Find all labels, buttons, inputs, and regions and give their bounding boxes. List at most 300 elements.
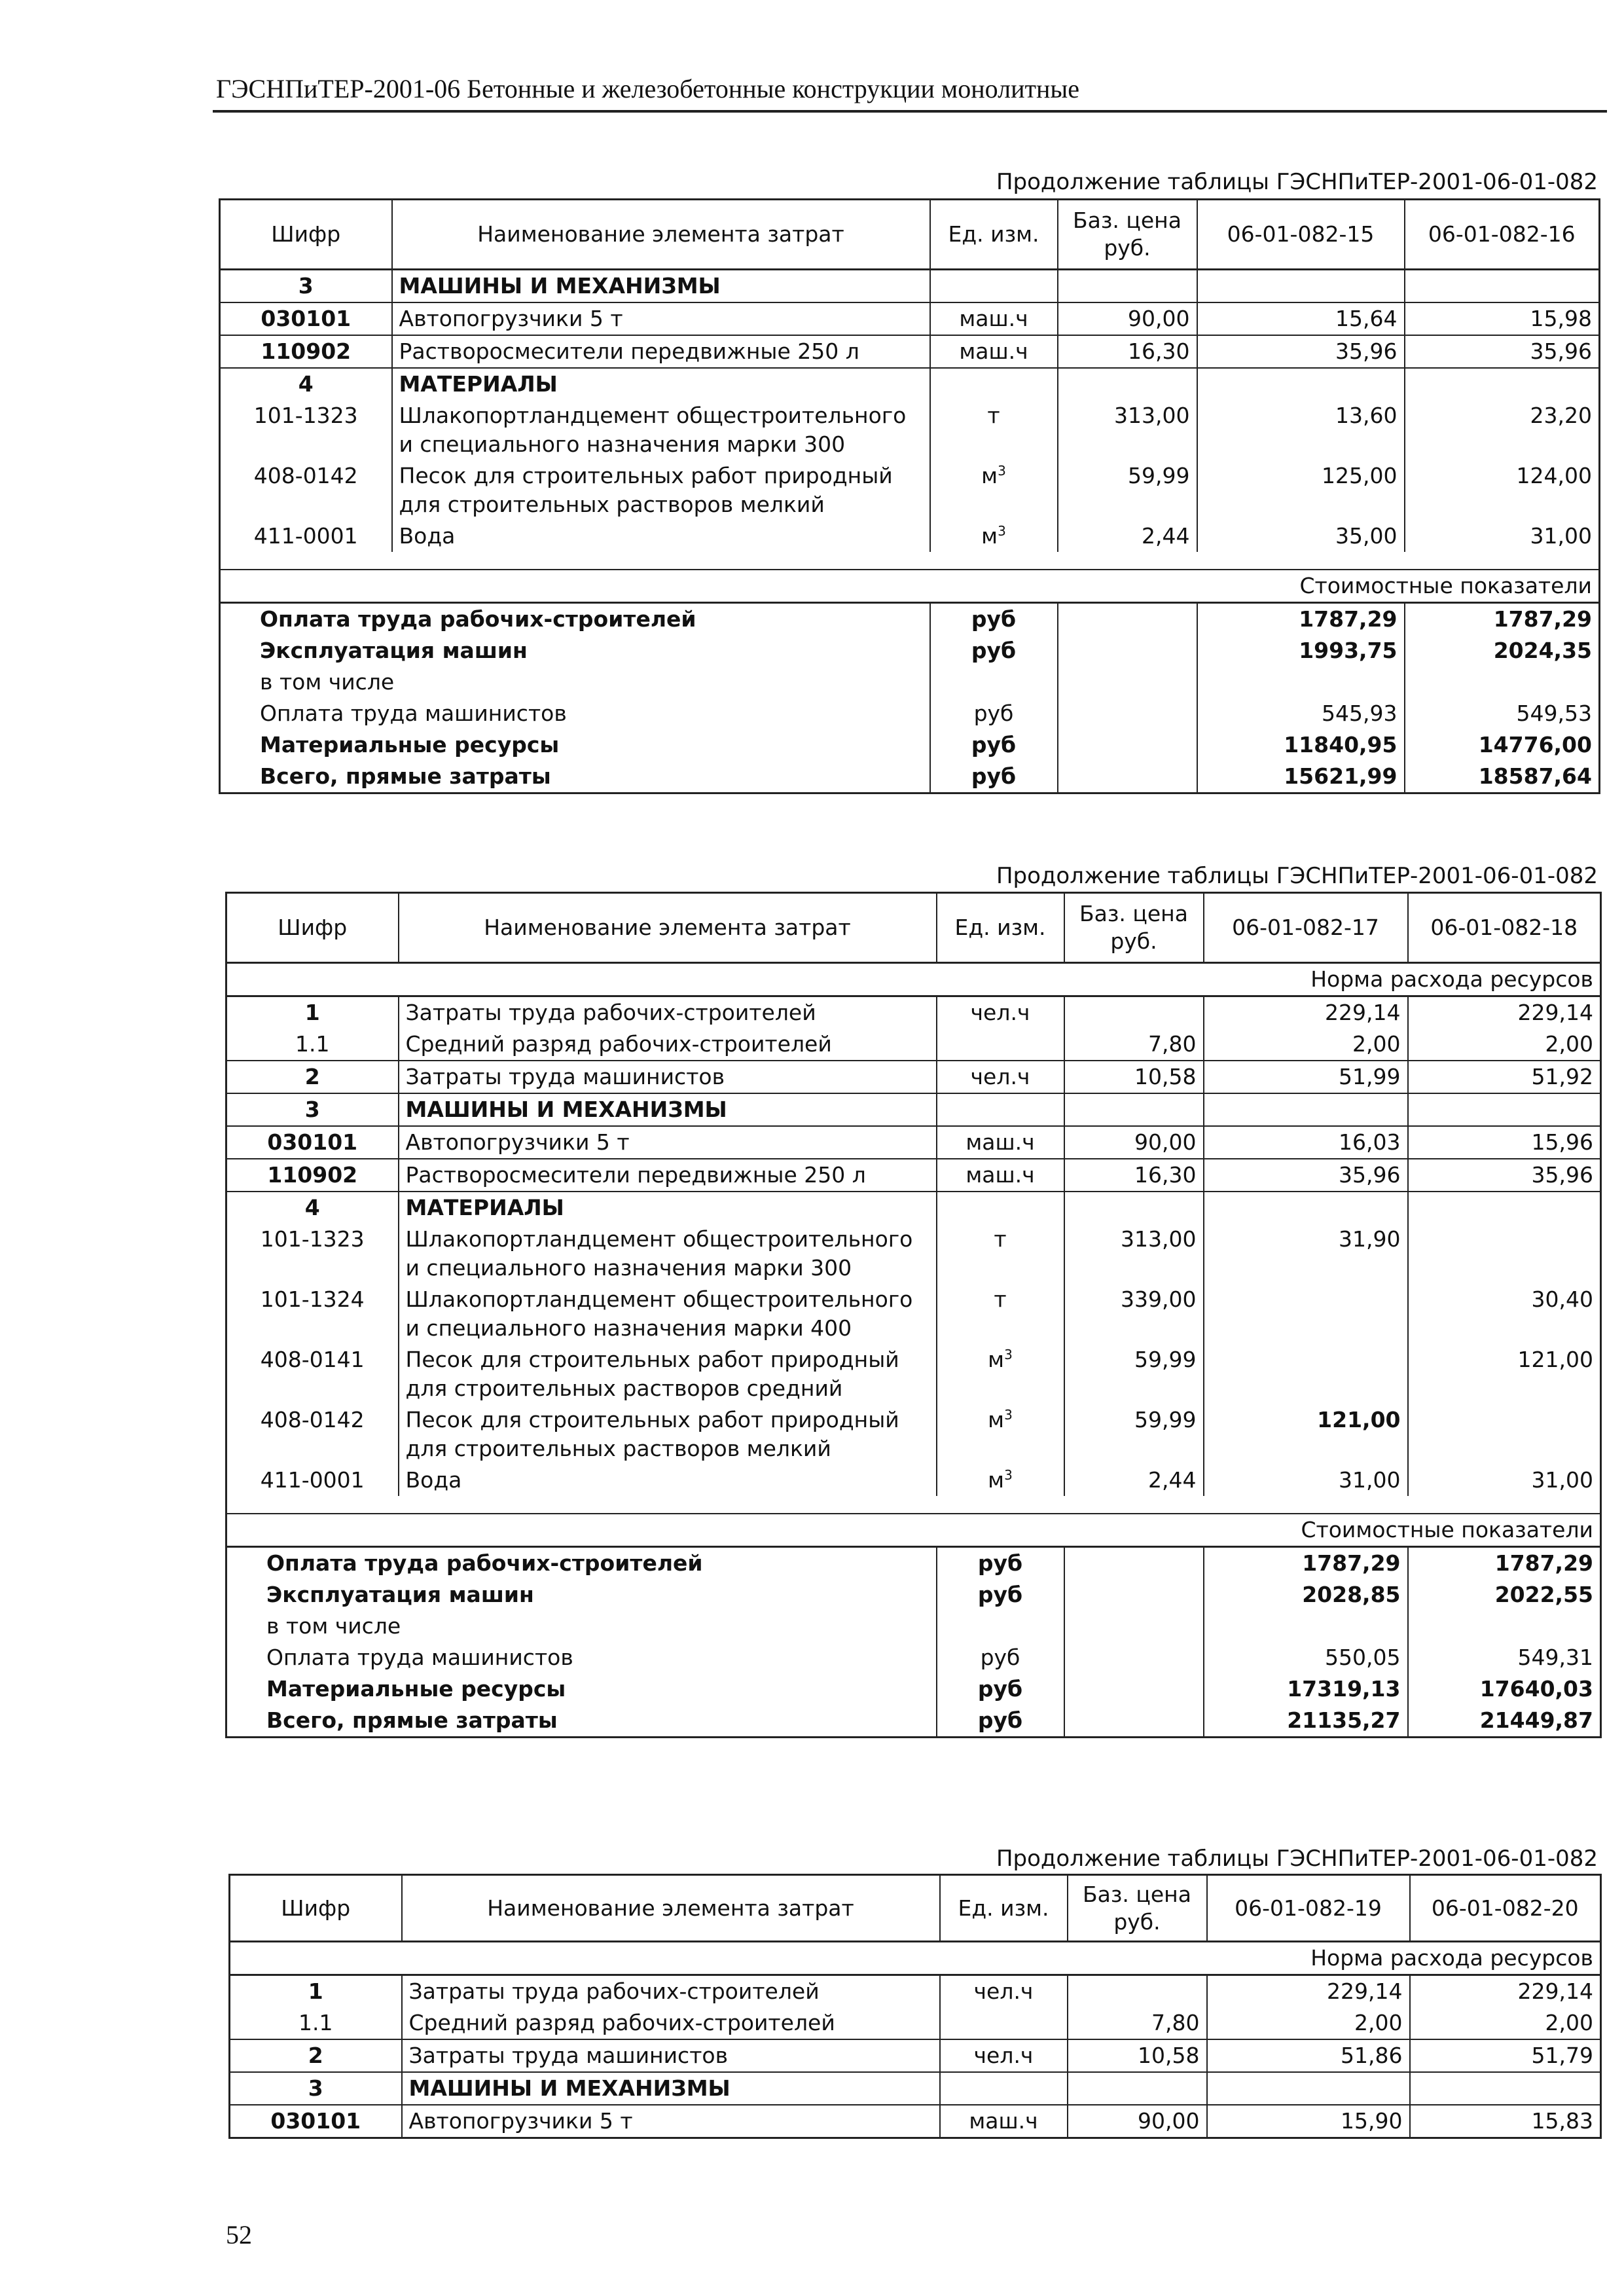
base-price: 90,00 [1058,302,1197,335]
base-price: 59,99 [1058,460,1197,520]
resource-unit [930,520,1058,552]
norm-value-b: 35,96 [1405,335,1600,368]
resource-name: Средний разряд рабочих-строителей [399,1029,937,1061]
spacer-row [226,1496,1601,1514]
col-header-code: Шифр [230,1875,402,1942]
resource-name: МАТЕРИАЛЫ [392,368,930,400]
spacer-row [220,552,1600,570]
summary-unit: руб [930,635,1058,666]
summary-empty [1058,698,1197,729]
summary-label: Оплата труда рабочих-строителей [220,603,930,636]
section-row [220,302,1600,335]
continuation-caption-2: Продолжение таблицы ГЭСНПиТЕР-2001-06-01-082 [996,863,1598,889]
resource-name: Автопогрузчики 5 т [399,1126,937,1159]
unit-text: чел.ч [973,2043,1034,2068]
col-header-name: Наименование элемента затрат [402,1875,940,1942]
spacer-cell [220,552,1600,570]
resource-unit [937,1192,1064,1224]
norm-value-a: 35,96 [1204,1159,1408,1192]
summary-empty [1058,729,1197,761]
resource-name: Песок для строительных работ природный для строительных растворов средний [399,1344,937,1404]
summary-row [226,1611,1601,1642]
resource-name: Средний разряд рабочих-строителей [402,2007,940,2039]
section-row [220,270,1600,303]
summary-label: Эксплуатация машин [226,1579,937,1611]
summary-unit: руб [930,603,1058,636]
resource-unit [937,1404,1064,1465]
resource-name: Вода [392,520,930,552]
resource-table-3 [228,1874,1602,2139]
summary-label: в том числе [220,666,930,698]
resource-unit [930,400,1058,460]
norm-value-a [1197,270,1405,303]
cost-label: Стоимостные показатели [220,570,1600,603]
document-header: ГЭСНПиТЕР-2001-06 Бетонные и железобетонные конструкции монолитные [216,74,1080,103]
table-3-body [230,1942,1601,2138]
resource-row [226,1284,1601,1344]
section-row [230,2072,1601,2105]
resource-code: 2 [226,1061,399,1093]
resource-row [226,1465,1601,1496]
resource-code: 1 [230,1975,402,2008]
summary-value-a: 1787,29 [1204,1547,1408,1580]
resource-name: МАШИНЫ И МЕХАНИЗМЫ [392,270,930,303]
base-price: 7,80 [1068,2007,1207,2039]
unit-text: маш.ч [965,1129,1035,1155]
summary-value-a [1204,1611,1408,1642]
summary-value-b: 17640,03 [1479,1676,1593,1702]
norm-value-b: 15,83 [1410,2105,1601,2138]
unit-text: т [994,1226,1007,1252]
norm-value-a [1204,1093,1408,1126]
resource-unit [937,1061,1064,1093]
norm-value-a [1197,368,1405,400]
col-header-unit: Ед. изм. [937,893,1064,963]
summary-row [226,1579,1601,1611]
norm-value-a: 121,00 [1204,1404,1408,1465]
table-header-row [226,893,1601,963]
continuation-caption-1: Продолжение таблицы ГЭСНПиТЕР-2001-06-01-082 [996,169,1598,195]
summary-value-a: 2028,85 [1204,1579,1408,1611]
norm-label-row [226,963,1601,996]
summary-unit: руб [930,729,1058,761]
norm-value-a: 229,14 [1207,1975,1410,2008]
norm-value-b [1408,1224,1601,1284]
resource-name: Песок для строительных работ природный для строительных растворов мелкий [392,460,930,520]
unit-text: м [981,463,998,488]
section-row [226,1093,1601,1126]
norm-value-b [1408,1192,1601,1224]
col-header-unit: Ед. изм. [930,200,1058,270]
summary-value-b: 549,53 [1516,701,1592,726]
summary-row [220,698,1600,729]
summary-value-a: 17319,13 [1204,1673,1408,1705]
summary-value-a: 1993,75 [1197,635,1405,666]
continuation-caption-3: Продолжение таблицы ГЭСНПиТЕР-2001-06-01-082 [996,1846,1598,1872]
base-price: 16,30 [1064,1159,1204,1192]
resource-unit [940,2072,1068,2105]
summary-value-b: 1787,29 [1494,1550,1593,1576]
table-header-row [230,1875,1601,1942]
norm-value-a: 16,03 [1204,1126,1408,1159]
resource-unit [940,2039,1068,2072]
norm-value-b: 51,79 [1410,2039,1601,2072]
resource-table-1 [219,198,1600,794]
base-price: 59,99 [1064,1344,1204,1404]
unit-text: маш.ч [969,2108,1038,2134]
base-price [1064,1192,1204,1224]
col-header-price: Баз. цена руб. [1058,200,1197,270]
table-header-row [220,200,1600,270]
resource-code: 411-0001 [226,1465,399,1496]
resource-row [226,1029,1601,1061]
summary-value-b [1405,666,1600,698]
summary-value-b: 549,31 [1517,1645,1593,1670]
col-header-norm-18: 06-01-082-18 [1408,893,1601,963]
resource-name: Шлакопортландцемент общестроительного и специального назначения марки 300 [399,1224,937,1284]
col-header-name: Наименование элемента затрат [392,200,930,270]
summary-unit: руб [937,1673,1064,1705]
resource-name: МАШИНЫ И МЕХАНИЗМЫ [402,2072,940,2105]
summary-value-b [1408,1611,1601,1642]
summary-value-a: 11840,95 [1197,729,1405,761]
base-price: 2,44 [1064,1465,1204,1496]
summary-value-b: 14776,00 [1478,732,1592,757]
norm-value-b: 15,96 [1408,1126,1601,1159]
norm-value-a [1207,2072,1410,2105]
resource-name: Шлакопортландцемент общестроительного и специального назначения марки 300 [392,400,930,460]
unit-text: маш.ч [965,1162,1035,1188]
summary-empty [1058,666,1197,698]
table-2-body [226,963,1601,1738]
base-price [1068,2072,1207,2105]
col-header-price: Баз. цена руб. [1064,893,1204,963]
base-price: 10,58 [1068,2039,1207,2072]
table-1-body [220,270,1600,793]
resource-code: 030101 [220,302,392,335]
unit-superscript: 3 [998,463,1006,479]
section-row [226,996,1601,1029]
unit-text: м [988,1407,1005,1432]
resource-code: 4 [226,1192,399,1224]
norm-value-a: 15,90 [1207,2105,1410,2138]
resource-row [226,1344,1601,1404]
resource-name: Растворосмесители передвижные 250 л [399,1159,937,1192]
norm-value-a: 31,00 [1204,1465,1408,1496]
base-price: 10,58 [1064,1061,1204,1093]
norm-value-a [1204,1344,1408,1404]
unit-text: чел.ч [970,1064,1030,1089]
resource-unit [930,460,1058,520]
norm-value-b [1405,368,1600,400]
summary-empty [1064,1547,1204,1580]
summary-label: Оплата труда машинистов [220,698,930,729]
resource-row [226,1404,1601,1465]
base-price [1068,1975,1207,2008]
base-price: 339,00 [1064,1284,1204,1344]
summary-label: Оплата труда машинистов [226,1642,937,1673]
norm-value-b: 31,00 [1530,523,1592,549]
norm-value-a: 2,00 [1204,1029,1408,1061]
summary-row [220,729,1600,761]
unit-text: м [988,1467,1005,1493]
unit-superscript: 3 [1004,1467,1013,1483]
summary-unit: руб [937,1579,1064,1611]
resource-code: 101-1323 [226,1224,399,1284]
summary-label: Эксплуатация машин [220,635,930,666]
base-price [1064,996,1204,1029]
summary-value-a [1197,666,1405,698]
col-header-name: Наименование элемента затрат [399,893,937,963]
summary-empty [1058,603,1197,636]
unit-text: чел.ч [973,1978,1034,2004]
norm-value-a: 229,14 [1204,996,1408,1029]
section-row [226,1159,1601,1192]
summary-unit [937,1611,1064,1642]
base-price [1058,270,1197,303]
cost-label: Стоимостные показатели [226,1514,1601,1547]
resource-code: 408-0142 [226,1404,399,1465]
summary-label: Материальные ресурсы [220,729,930,761]
resource-name: Затраты труда машинистов [399,1061,937,1093]
unit-superscript: 3 [1004,1347,1013,1362]
resource-name: Шлакопортландцемент общестроительного и специального назначения марки 400 [399,1284,937,1344]
summary-label: Оплата труда рабочих-строителей [226,1547,937,1580]
base-price [1058,368,1197,400]
section-row [220,335,1600,368]
col-header-norm-15: 06-01-082-15 [1197,200,1405,270]
norm-value-b: 124,00 [1516,463,1592,488]
norm-value-a [1204,1284,1408,1344]
norm-value-b [1410,2072,1601,2105]
resource-unit [930,270,1058,303]
resource-unit [930,335,1058,368]
norm-value-b: 35,96 [1408,1159,1601,1192]
resource-code: 411-0001 [220,520,392,552]
unit-text: чел.ч [970,1000,1030,1025]
summary-empty [1064,1579,1204,1611]
col-header-norm-20: 06-01-082-20 [1410,1875,1601,1942]
resource-code: 4 [220,368,392,400]
summary-unit: руб [937,1547,1064,1580]
summary-empty [1064,1642,1204,1673]
norm-value-a: 35,00 [1197,520,1405,552]
resource-code: 030101 [226,1126,399,1159]
norm-value-b: 2,00 [1545,2010,1593,2035]
resource-unit [937,1093,1064,1126]
norm-value-a: 15,64 [1197,302,1405,335]
resource-unit [930,368,1058,400]
summary-row [226,1547,1601,1580]
norm-value-a: 2,00 [1207,2007,1410,2039]
col-header-norm-17: 06-01-082-17 [1204,893,1408,963]
summary-label: Всего, прямые затраты [220,761,930,793]
resource-code: 101-1323 [220,400,392,460]
spacer-cell [226,1496,1601,1514]
resource-unit [937,1465,1064,1496]
summary-value-b: 21449,87 [1479,1707,1593,1733]
norm-value-b: 2,00 [1545,1031,1593,1057]
cost-label-row [226,1514,1601,1547]
norm-value-a: 13,60 [1197,400,1405,460]
resource-unit [940,2007,1068,2039]
norm-label-row [230,1942,1601,1975]
col-header-price: Баз. цена руб. [1068,1875,1207,1942]
summary-empty [1064,1673,1204,1705]
norm-label: Норма расхода ресурсов [230,1942,1601,1975]
unit-text: маш.ч [959,338,1028,364]
summary-unit: руб [937,1642,1064,1673]
base-price: 90,00 [1068,2105,1207,2138]
col-header-norm-16: 06-01-082-16 [1405,200,1600,270]
summary-value-a: 545,93 [1197,698,1405,729]
resource-row [226,1224,1601,1284]
norm-value-b: 51,92 [1408,1061,1601,1093]
summary-row [220,635,1600,666]
summary-unit: руб [930,761,1058,793]
resource-unit [937,1344,1064,1404]
unit-superscript: 3 [998,523,1006,539]
resource-row [220,400,1600,460]
resource-name: Автопогрузчики 5 т [392,302,930,335]
summary-row [220,603,1600,636]
resource-row [220,460,1600,520]
summary-row [226,1705,1601,1738]
resource-name: Затраты труда рабочих-строителей [402,1975,940,2008]
section-row [220,368,1600,400]
norm-value-a [1204,1192,1408,1224]
header-rule [213,110,1607,113]
resource-code: 030101 [230,2105,402,2138]
resource-row [220,520,1600,552]
norm-value-a: 51,86 [1207,2039,1410,2072]
resource-name: Растворосмесители передвижные 250 л [392,335,930,368]
resource-unit [940,2105,1068,2138]
col-header-code: Шифр [226,893,399,963]
resource-code: 3 [220,270,392,303]
resource-name: Вода [399,1465,937,1496]
summary-unit [930,666,1058,698]
summary-unit: руб [937,1705,1064,1738]
norm-value-b: 23,20 [1530,403,1592,428]
resource-unit [937,1126,1064,1159]
resource-name: МАШИНЫ И МЕХАНИЗМЫ [399,1093,937,1126]
unit-text: т [994,1286,1007,1312]
norm-value-b: 229,14 [1517,1978,1593,2004]
resource-name: Песок для строительных работ природный для строительных растворов мелкий [399,1404,937,1465]
resource-unit [930,302,1058,335]
summary-empty [1058,761,1197,793]
resource-name: Затраты труда машинистов [402,2039,940,2072]
summary-row [220,761,1600,793]
base-price: 90,00 [1064,1126,1204,1159]
norm-value-a: 125,00 [1197,460,1405,520]
resource-code: 2 [230,2039,402,2072]
summary-row [226,1642,1601,1673]
unit-text: т [987,403,1000,428]
section-row [230,2039,1601,2072]
resource-code: 408-0142 [220,460,392,520]
base-price: 2,44 [1058,520,1197,552]
norm-value-a: 35,96 [1197,335,1405,368]
section-row [230,1975,1601,2008]
resource-code: 408-0141 [226,1344,399,1404]
resource-unit [937,1224,1064,1284]
resource-unit [937,1029,1064,1061]
summary-label: в том числе [226,1611,937,1642]
resource-code: 1.1 [226,1029,399,1061]
norm-value-b: 121,00 [1517,1347,1593,1372]
summary-value-b: 18587,64 [1478,763,1592,789]
norm-value-b [1405,270,1600,303]
summary-empty [1064,1705,1204,1738]
base-price: 313,00 [1064,1224,1204,1284]
resource-code: 3 [226,1093,399,1126]
norm-value-b [1408,1093,1601,1126]
summary-label: Всего, прямые затраты [226,1705,937,1738]
norm-label: Норма расхода ресурсов [226,963,1601,996]
resource-row [230,2007,1601,2039]
resource-name: Автопогрузчики 5 т [402,2105,940,2138]
summary-value-a: 1787,29 [1197,603,1405,636]
resource-name: Затраты труда рабочих-строителей [399,996,937,1029]
resource-code: 110902 [220,335,392,368]
col-header-code: Шифр [220,200,392,270]
resource-name: МАТЕРИАЛЫ [399,1192,937,1224]
resource-unit [937,1284,1064,1344]
summary-value-a: 21135,27 [1204,1705,1408,1738]
unit-text: м [981,523,998,549]
base-price [1064,1093,1204,1126]
resource-table-2 [225,892,1602,1738]
resource-code: 1.1 [230,2007,402,2039]
summary-value-b: 2024,35 [1493,638,1592,663]
cost-label-row [220,570,1600,603]
resource-unit [937,1159,1064,1192]
norm-value-b: 31,00 [1531,1467,1593,1493]
resource-code: 101-1324 [226,1284,399,1344]
unit-text: м [988,1347,1005,1372]
summary-unit: руб [930,698,1058,729]
base-price: 59,99 [1064,1404,1204,1465]
summary-row [220,666,1600,698]
base-price: 313,00 [1058,400,1197,460]
resource-code: 110902 [226,1159,399,1192]
section-row [226,1126,1601,1159]
summary-value-b: 2022,55 [1494,1582,1593,1607]
col-header-unit: Ед. изм. [940,1875,1068,1942]
base-price: 16,30 [1058,335,1197,368]
norm-value-b: 229,14 [1517,1000,1593,1025]
norm-value-a: 31,90 [1204,1224,1408,1284]
unit-superscript: 3 [1004,1407,1013,1423]
section-row [226,1192,1601,1224]
resource-unit [937,996,1064,1029]
summary-label: Материальные ресурсы [226,1673,937,1705]
summary-value-b: 1787,29 [1493,606,1592,632]
resource-code: 1 [226,996,399,1029]
page-number: 52 [226,2220,252,2250]
section-row [230,2105,1601,2138]
col-header-norm-19: 06-01-082-19 [1207,1875,1410,1942]
summary-value-a: 15621,99 [1197,761,1405,793]
resource-code: 3 [230,2072,402,2105]
summary-value-a: 550,05 [1204,1642,1408,1673]
norm-value-b: 30,40 [1531,1286,1593,1312]
section-row [226,1061,1601,1093]
unit-text: маш.ч [959,306,1028,331]
norm-value-a: 51,99 [1204,1061,1408,1093]
